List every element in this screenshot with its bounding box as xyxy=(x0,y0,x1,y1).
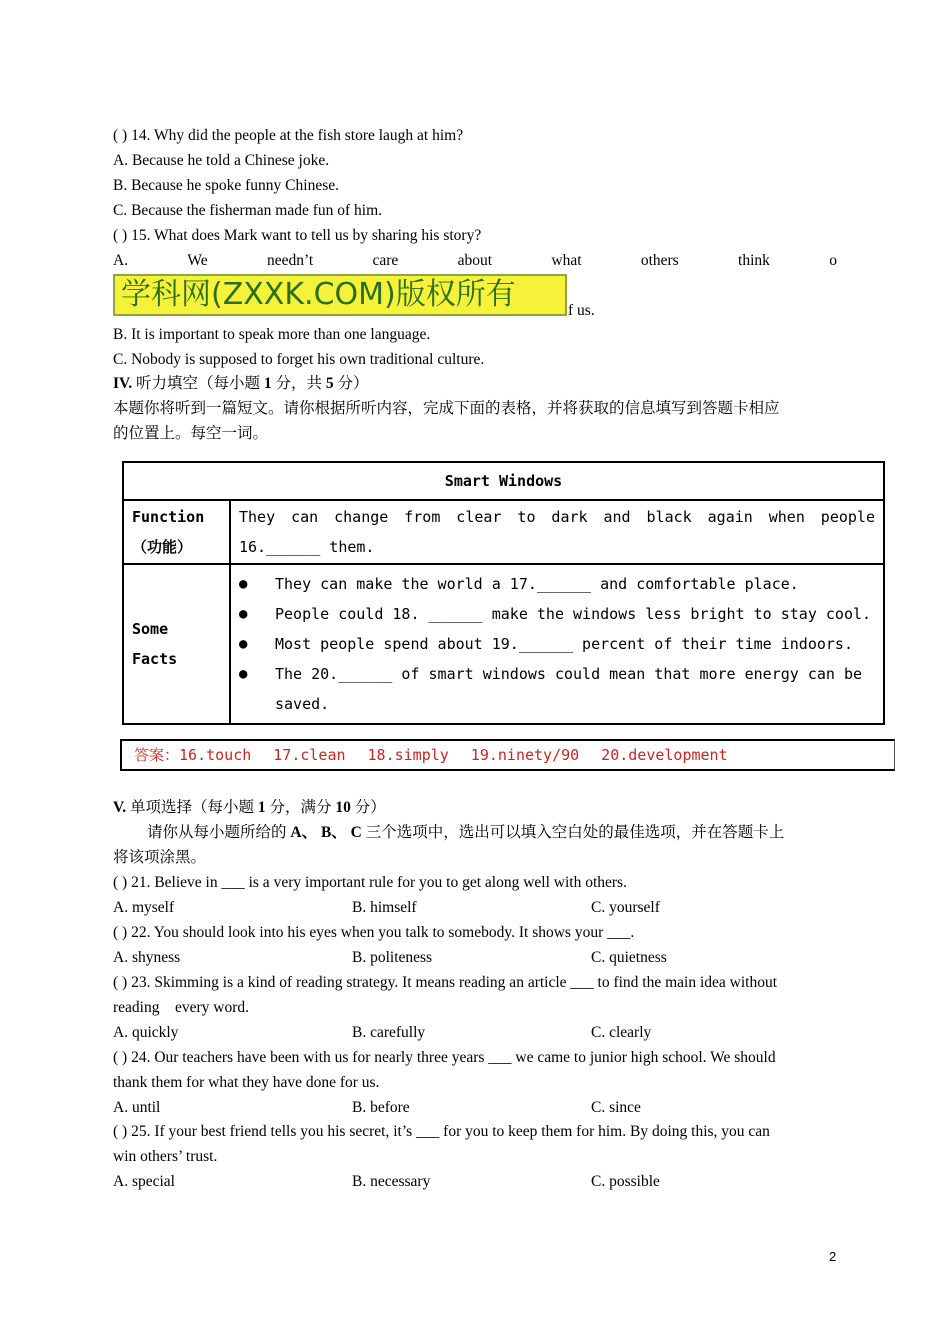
answer-item: 20.development xyxy=(601,746,728,764)
heading-text: 分） xyxy=(333,375,369,392)
facts-list xyxy=(230,564,884,724)
instruction-text: 三个选项中，选出可以填入空白处的最佳选项，并在答题卡上 xyxy=(361,824,785,841)
fact-text: People could 18. ______ make the windows less bright to stay cool. xyxy=(275,605,872,623)
facts-label-line-2: Facts xyxy=(132,650,178,668)
question-15-option-a-line xyxy=(113,251,837,271)
option-c: C. since xyxy=(591,1099,641,1116)
fact-item xyxy=(239,629,875,659)
answer-box xyxy=(120,739,895,771)
question-24-stem-cont: thank them for what they have done for us. xyxy=(113,1074,380,1091)
word: about xyxy=(457,252,493,269)
answer-item: 18.simply xyxy=(367,746,449,764)
question-24-stem: ( ) 24. Our teachers have been with us for nearly three years ___ we came to junior high school. We should xyxy=(113,1049,776,1066)
option-b: B. before xyxy=(352,1099,410,1116)
bullet-icon: ● xyxy=(239,636,248,652)
word: We xyxy=(187,252,208,269)
option-a: A. special xyxy=(113,1173,175,1190)
fact-text: They can make the world a 17.______ and comfortable place. xyxy=(275,575,799,593)
answer-item: 17.clean xyxy=(273,746,346,764)
table-title: Smart Windows xyxy=(123,462,884,500)
question-14-option-c: C. Because the fisherman made fun of him. xyxy=(113,202,383,219)
word: what xyxy=(551,252,582,269)
answer-item: 19.ninety/90 xyxy=(470,746,580,764)
word: o xyxy=(829,252,837,269)
word: others xyxy=(640,252,679,269)
question-15-option-b: B. It is important to speak more than one language. xyxy=(113,326,431,343)
heading-number: 1 xyxy=(263,375,272,392)
section-number: V. xyxy=(113,799,127,816)
heading-text: 单项选择（每小题 xyxy=(126,799,258,816)
question-23-stem: ( ) 23. Skimming is a kind of reading strategy. It means reading an article ___ to find the main idea without xyxy=(113,974,778,991)
bullet-icon: ● xyxy=(239,666,248,682)
facts-label-line-1: Some xyxy=(132,620,169,638)
question-14-option-a: A. Because he told a Chinese joke. xyxy=(113,152,330,169)
fact-item xyxy=(239,599,875,629)
function-label xyxy=(123,500,230,564)
heading-number: 1 xyxy=(257,799,266,816)
fact-text: Most people spend about 19.______ percent of their time indoors. xyxy=(275,635,853,653)
heading-number: 10 xyxy=(335,799,351,816)
word: needn’t xyxy=(266,252,314,269)
option-a: A. shyness xyxy=(113,949,181,966)
copyright-watermark-banner: 学科网(ZXXK.COM)版权所有 xyxy=(113,274,567,316)
heading-text: 分，满分 xyxy=(265,799,336,816)
heading-text: 分） xyxy=(350,799,386,816)
answer-label: 答案： xyxy=(134,746,180,764)
option-b: B. necessary xyxy=(352,1173,431,1190)
smart-windows-table xyxy=(122,461,885,725)
bullet-icon: ● xyxy=(239,576,248,592)
option-a: A. myself xyxy=(113,899,175,916)
option-c: C. possible xyxy=(591,1173,660,1190)
section-5-heading xyxy=(113,798,386,818)
section-5-instructions-line-2: 将该项涂黑。 xyxy=(113,849,207,866)
question-14-stem: ( ) 14. Why did the people at the fish store laugh at him? xyxy=(113,127,464,144)
option-c: C. quietness xyxy=(591,949,667,966)
question-25-stem: ( ) 25. If your best friend tells you his secret, it’s ___ for you to keep them for him. By doing this, you can xyxy=(113,1123,770,1140)
question-25-stem-cont: win others’ trust. xyxy=(113,1148,218,1165)
bullet-icon: ● xyxy=(239,606,248,622)
instruction-text: 请你从每小题所给的 xyxy=(147,824,291,841)
section-4-instructions-line-1: 本题你将听到一篇短文。请你根据所听内容，完成下面的表格，并将获取的信息填写到答题卡相应 xyxy=(113,400,780,417)
section-4-instructions-line-2: 的位置上。每空一词。 xyxy=(113,425,269,442)
heading-text: 分，共 xyxy=(271,375,326,392)
question-15-option-a-tail: f us. xyxy=(568,302,595,319)
question-22-stem: ( ) 22. You should look into his eyes when you talk to somebody. It shows your ___. xyxy=(113,924,635,941)
question-15-option-c: C. Nobody is supposed to forget his own traditional culture. xyxy=(113,351,485,368)
option-c: C. yourself xyxy=(591,899,660,916)
facts-label xyxy=(123,564,230,724)
function-text: They can change from clear to dark and black again when people 16.______ them. xyxy=(230,500,884,564)
option-a: A. quickly xyxy=(113,1024,179,1041)
section-number: IV. xyxy=(113,375,133,392)
word: A. xyxy=(113,252,129,269)
fact-text: The 20.______ of smart windows could mean that more energy can be saved. xyxy=(275,665,862,713)
fact-item xyxy=(239,659,875,719)
question-15-stem: ( ) 15. What does Mark want to tell us by sharing his story? xyxy=(113,227,482,244)
question-14-option-b: B. Because he spoke funny Chinese. xyxy=(113,177,339,194)
word: think xyxy=(738,252,770,269)
word: care xyxy=(372,252,399,269)
heading-number: 5 xyxy=(325,375,334,392)
heading-text: 听力填空（每小题 xyxy=(132,375,264,392)
option-c: C. clearly xyxy=(591,1024,652,1041)
option-b: B. politeness xyxy=(352,949,433,966)
section-5-instructions-line-1 xyxy=(147,823,784,843)
question-21-stem: ( ) 21. Believe in ___ is a very important rule for you to get along well with others. xyxy=(113,874,627,891)
function-label-en: Function xyxy=(132,508,205,526)
instruction-options: A、 B、 C xyxy=(290,824,362,841)
option-b: B. carefully xyxy=(352,1024,426,1041)
function-label-cn: （功能） xyxy=(132,538,193,556)
section-4-heading xyxy=(113,374,369,394)
answer-item: 16.touch xyxy=(179,746,252,764)
question-23-stem-cont: reading every word. xyxy=(113,999,250,1016)
page-number: 2 xyxy=(829,1249,837,1264)
option-a: A. until xyxy=(113,1099,161,1116)
option-b: B. himself xyxy=(352,899,417,916)
fact-item xyxy=(239,569,875,599)
